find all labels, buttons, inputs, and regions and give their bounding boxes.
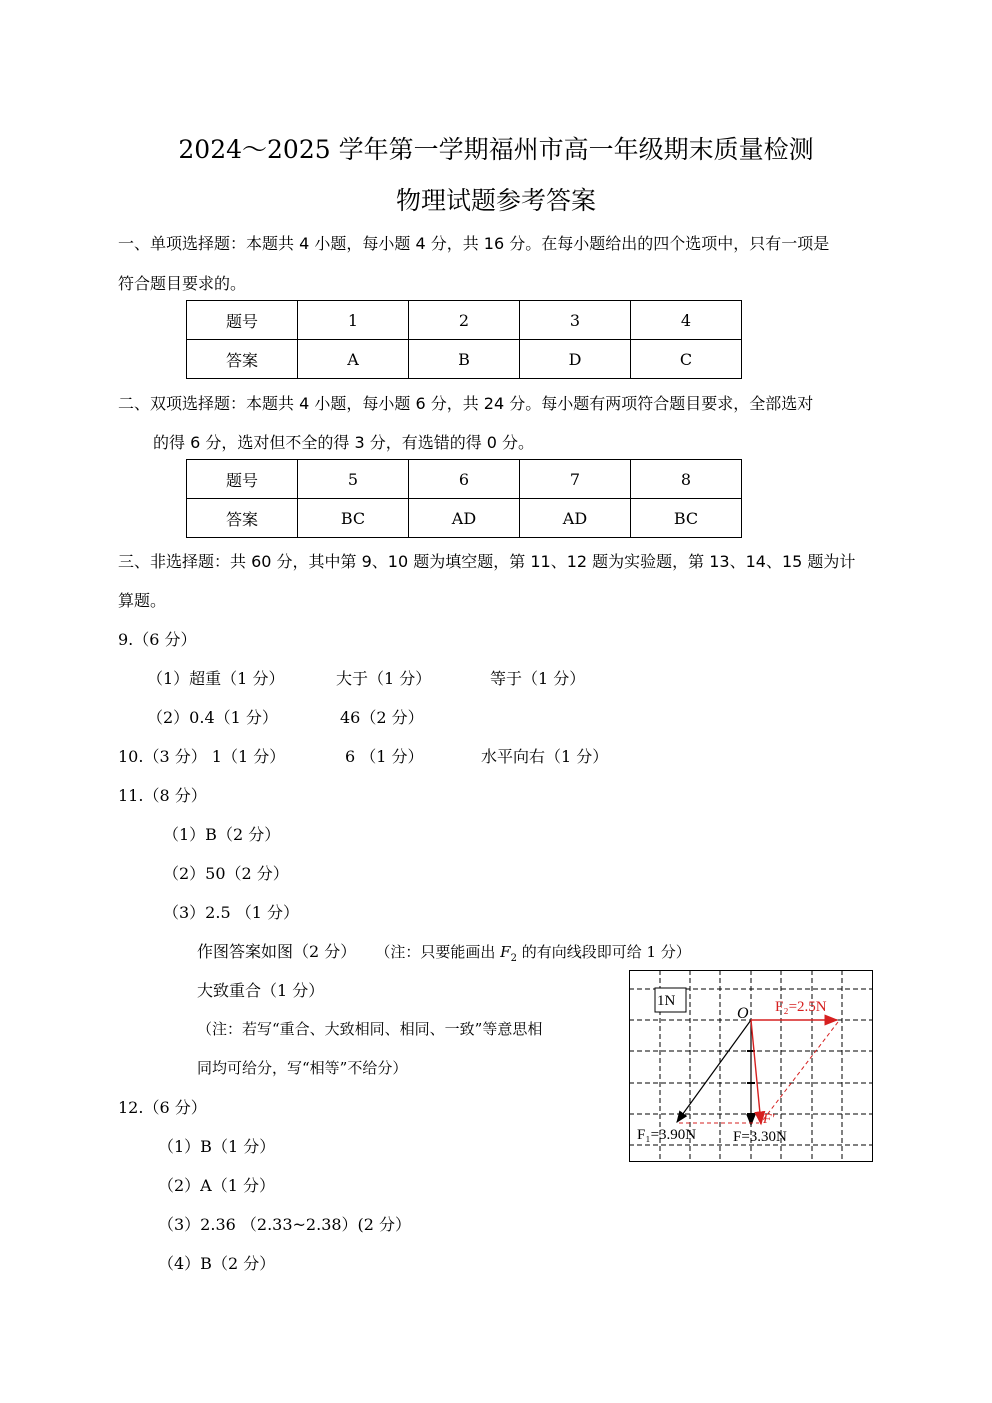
q12-part1: （1）B（1 分） [158, 1137, 276, 1156]
q12-heading: 12.（6 分） [118, 1098, 207, 1117]
table-cell: 题号 [187, 460, 298, 499]
table-cell: 5 [298, 460, 409, 499]
q12-part4: （4）B（2 分） [158, 1254, 276, 1273]
origin-label: O [737, 1005, 749, 1022]
q10-a: 10.（3 分） 1（1 分） [118, 747, 286, 766]
answer-table-2 [186, 459, 742, 538]
table-row [187, 499, 742, 538]
q9-part2-a: （2）0.4（1 分） [147, 708, 278, 727]
table-cell: D [520, 340, 631, 379]
q9-part2-b: 46（2 分） [340, 708, 424, 727]
page-subtitle: 物理试题参考答案 [395, 186, 596, 215]
table-cell: 1 [298, 301, 409, 340]
table-row [187, 301, 742, 340]
drawing-note: （注：只要能画出 $F_2$ 的有向线段即可给 1 分） [375, 943, 691, 964]
q11-note-line1: （注：若写“重合、大致相同、相同、一致”等意思相 [197, 1020, 543, 1038]
section1-heading-cont: 符合题目要求的。 [118, 274, 247, 293]
section2-heading: 二、双项选择题：本题共 4 小题，每小题 6 分，共 24 分。每小题有两项符合题目要求，全部选对 [118, 394, 814, 413]
section1-heading: 一、单项选择题：本题共 4 小题，每小题 4 分，共 16 分。在每小题给出的四个选项中，只有一项是 [118, 234, 830, 253]
page-title: 2024～2025 学年第一学期福州市高一年级期末质量检测 [178, 135, 814, 164]
section2-heading-cont: 的得 6 分，选对但不全的得 3 分，有选错的得 0 分。 [153, 433, 535, 452]
drawing-answer-text: 作图答案如图（2 分） [197, 942, 357, 961]
section3-heading: 三、非选择题：共 60 分，其中第 9、10 题为填空题，第 11、12 题为实验题，第 13、14、15 题为计 [118, 552, 856, 571]
table-cell: 7 [520, 460, 631, 499]
q12-part2: （2）A（1 分） [158, 1176, 276, 1195]
q11-part1: （1）B（2 分） [163, 825, 281, 844]
q11-part3: （3）2.5 （1 分） [163, 903, 299, 922]
table-row [187, 340, 742, 379]
q11-drawing-answer [197, 939, 691, 964]
q9-part1-a: （1）超重（1 分） [147, 669, 285, 688]
q11-note-line2: 同均可给分，写“相等”不给分） [197, 1059, 408, 1077]
table-cell: BC [298, 499, 409, 538]
q9-part1-b: 大于（1 分） [336, 669, 432, 688]
table-cell: 答案 [187, 499, 298, 538]
q10-b: 6 （1 分） [345, 747, 424, 766]
f1-label: F₁=3.90N [637, 1127, 697, 1143]
scale-label: 1N [657, 993, 676, 1009]
table-cell: 6 [409, 460, 520, 499]
table-row [187, 460, 742, 499]
fprime-label: F′ [763, 1112, 775, 1127]
answer-table-1 [186, 300, 742, 379]
q11-coincide: 大致重合（1 分） [197, 981, 325, 1000]
table-cell: 答案 [187, 340, 298, 379]
table-cell: AD [409, 499, 520, 538]
q11-part2: （2）50（2 分） [163, 864, 289, 883]
table-cell: AD [520, 499, 631, 538]
f2-label: F₂=2.5N [775, 999, 827, 1015]
section3-heading-cont: 算题。 [118, 591, 167, 610]
table-cell: B [409, 340, 520, 379]
table-cell: 4 [631, 301, 742, 340]
table-cell: 2 [409, 301, 520, 340]
table-cell: BC [631, 499, 742, 538]
q9-heading: 9.（6 分） [118, 630, 197, 649]
q9-part1-c: 等于（1 分） [490, 669, 586, 688]
table-cell: A [298, 340, 409, 379]
f-label: F=3.30N [733, 1129, 787, 1145]
table-cell: C [631, 340, 742, 379]
table-cell: 8 [631, 460, 742, 499]
q10-c: 水平向右（1 分） [481, 747, 609, 766]
table-cell: 题号 [187, 301, 298, 340]
force-diagram [629, 970, 874, 1163]
q12-part3: （3）2.36 （2.33~2.38）(2 分） [158, 1215, 412, 1234]
q11-heading: 11.（8 分） [118, 786, 207, 805]
table-cell: 3 [520, 301, 631, 340]
